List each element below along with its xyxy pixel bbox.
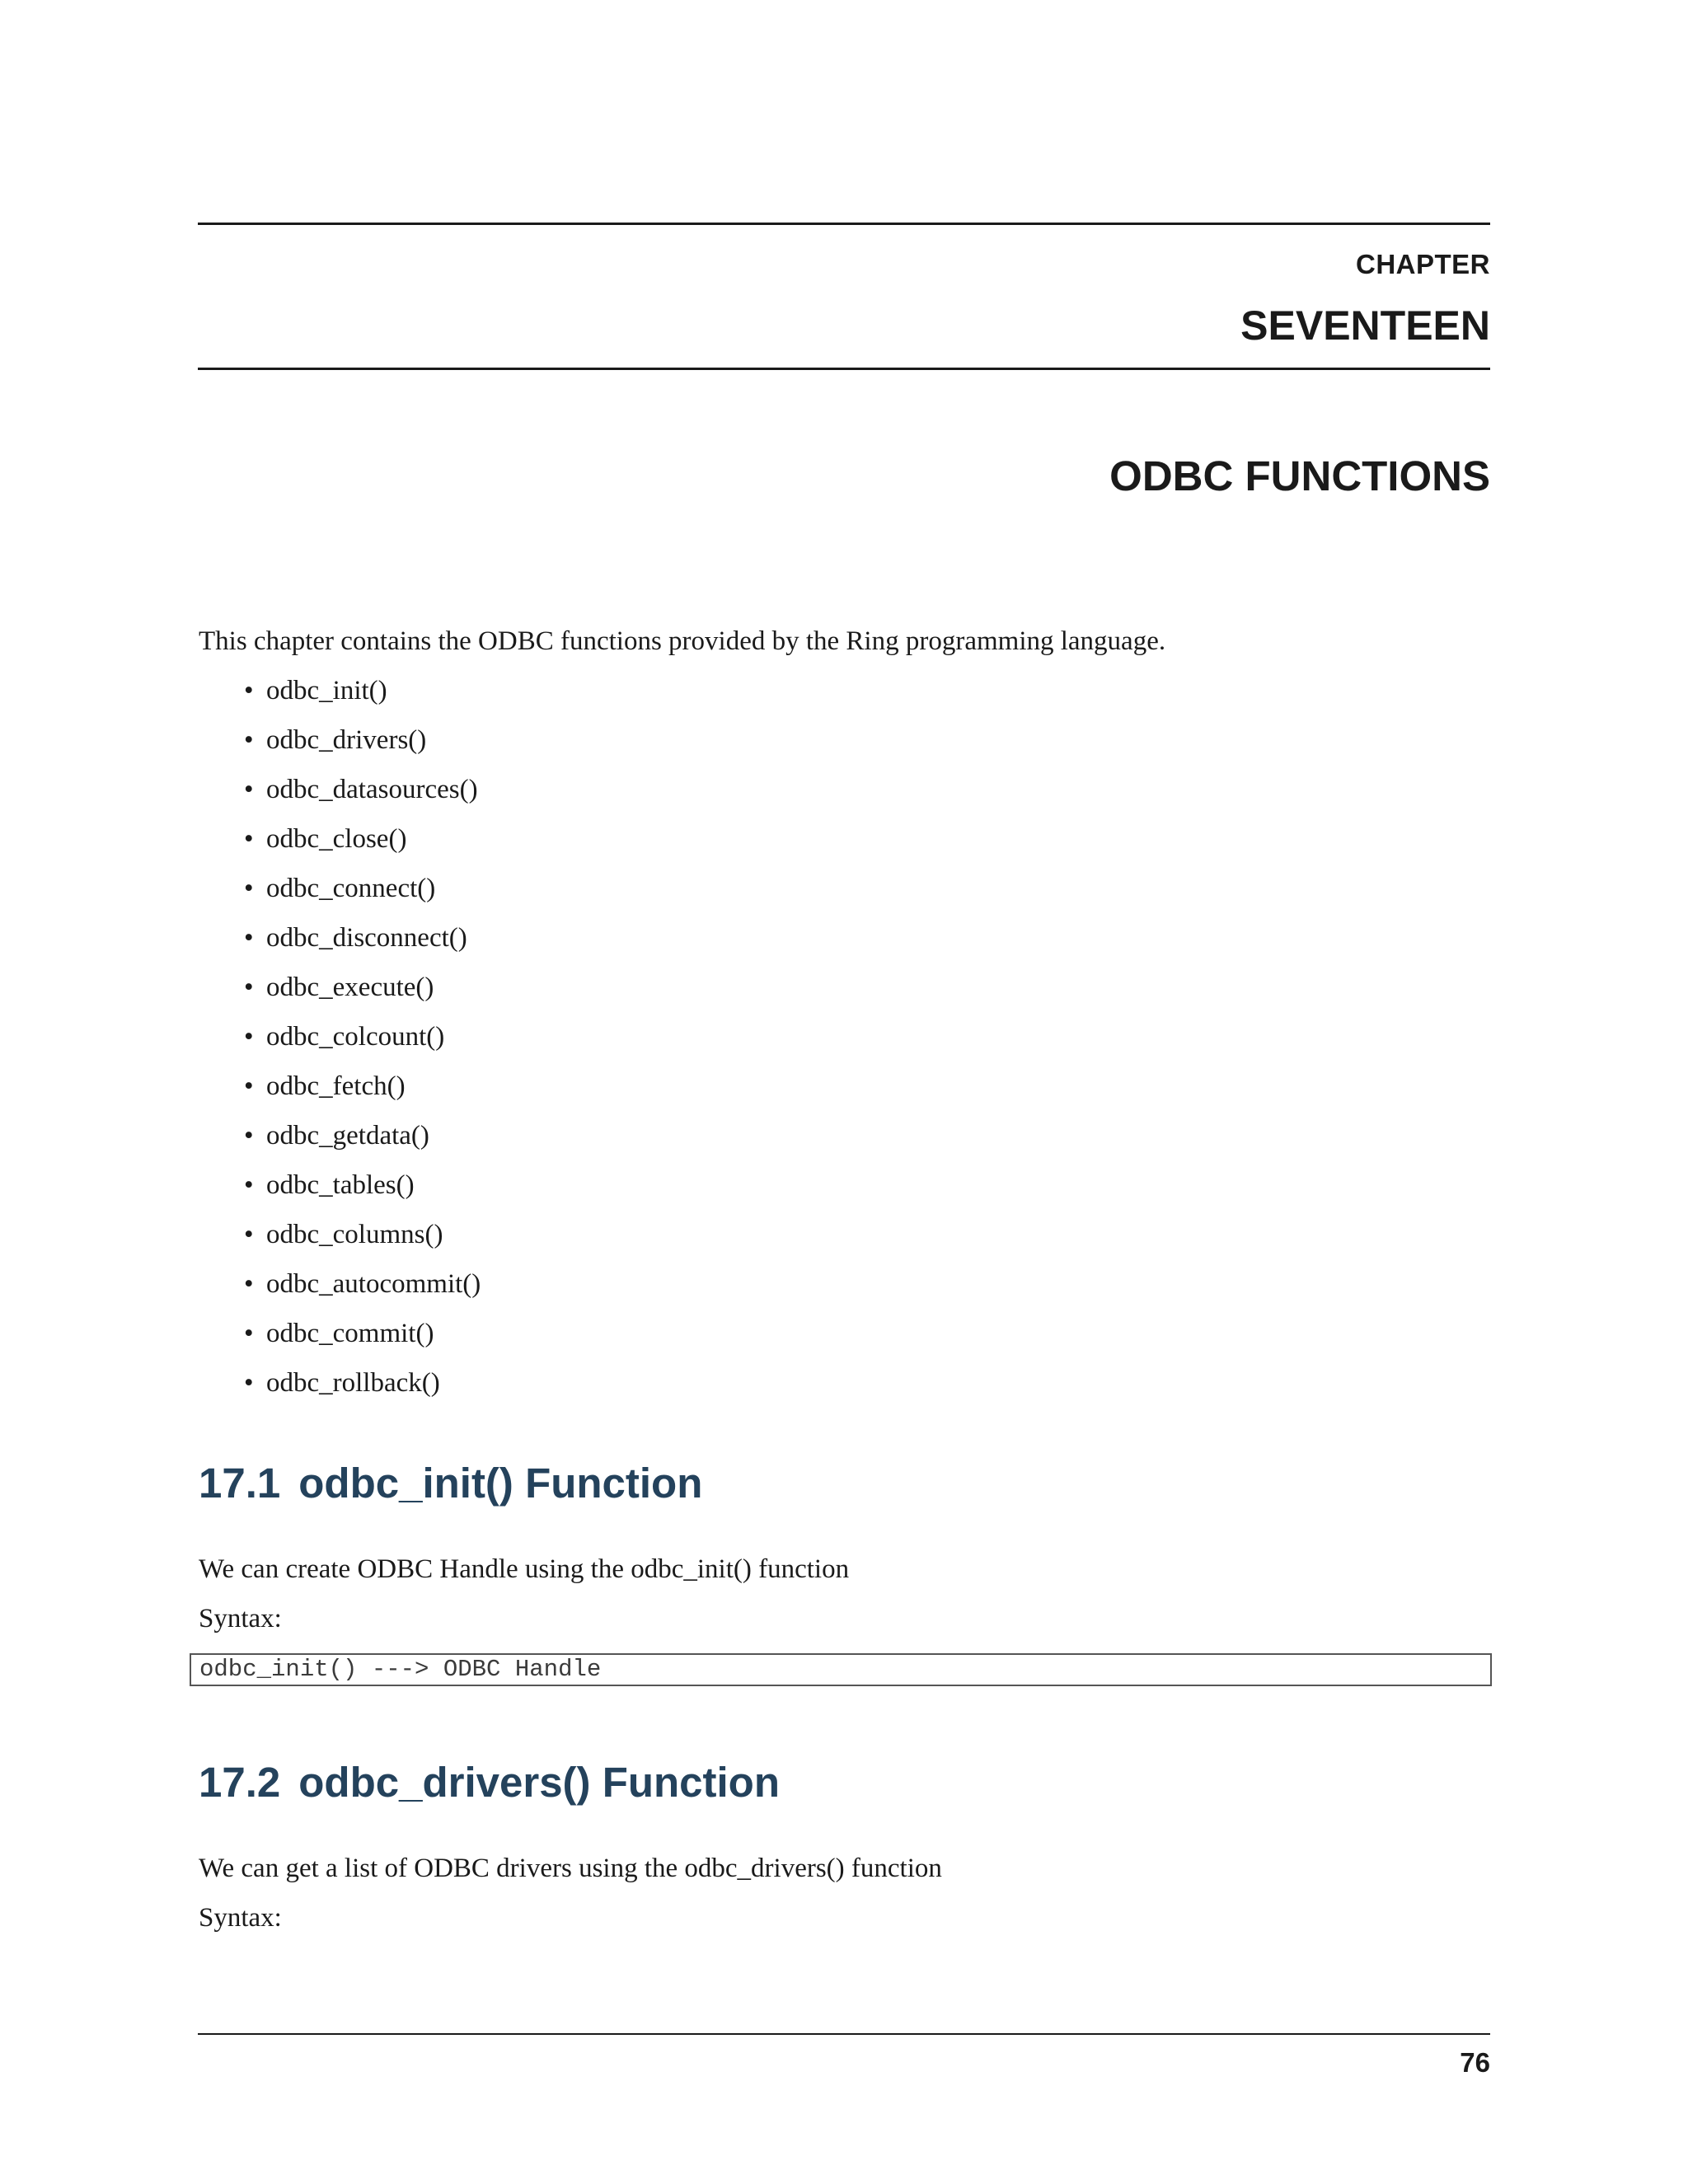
bullet: • — [244, 1269, 254, 1299]
list-item — [199, 1317, 481, 1366]
section-title: odbc_init() Function — [298, 1460, 703, 1507]
section-description: We can get a list of ODBC drivers using the odbc_drivers() function — [199, 1854, 942, 1883]
list-item-label: odbc_datasources() — [266, 775, 478, 804]
bullet: • — [244, 824, 254, 854]
bullet: • — [244, 923, 254, 953]
bullet: • — [244, 1368, 254, 1398]
list-item — [199, 1268, 481, 1317]
list-item — [199, 1070, 481, 1119]
bullet: • — [244, 1220, 254, 1249]
list-item — [199, 971, 481, 1020]
function-list — [199, 674, 481, 1416]
bullet: • — [244, 1071, 254, 1101]
syntax-label: Syntax: — [199, 1604, 282, 1633]
section-title: odbc_drivers() Function — [298, 1759, 780, 1806]
bullet: • — [244, 775, 254, 804]
chapter-number: SEVENTEEN — [1240, 302, 1490, 349]
list-item — [199, 872, 481, 921]
list-item — [199, 921, 481, 971]
bullet: • — [244, 972, 254, 1002]
section-heading-odbc-init — [199, 1459, 702, 1507]
intro-paragraph: This chapter contains the ODBC functions provided by the Ring programming language. — [199, 626, 1166, 656]
bullet: • — [244, 676, 254, 705]
footer-rule — [198, 2033, 1490, 2035]
list-item-label: odbc_disconnect() — [266, 923, 467, 953]
page-number: 76 — [1460, 2047, 1490, 2078]
syntax-label: Syntax: — [199, 1903, 282, 1933]
bullet: • — [244, 874, 254, 903]
list-item — [199, 823, 481, 872]
list-item-label: odbc_drivers() — [266, 725, 427, 755]
list-item-label: odbc_colcount() — [266, 1022, 445, 1052]
header-bottom-rule — [198, 368, 1490, 370]
header-top-rule — [198, 223, 1490, 225]
list-item-label: odbc_commit() — [266, 1319, 434, 1348]
list-item — [199, 724, 481, 773]
list-item-label: odbc_connect() — [266, 874, 436, 903]
bullet: • — [244, 1319, 254, 1348]
bullet: • — [244, 1170, 254, 1200]
list-item — [199, 1218, 481, 1268]
bullet: • — [244, 1121, 254, 1151]
list-item-label: odbc_init() — [266, 676, 387, 705]
list-item — [199, 1119, 481, 1169]
list-item — [199, 1020, 481, 1070]
list-item — [199, 1366, 481, 1416]
list-item — [199, 674, 481, 724]
chapter-title: ODBC FUNCTIONS — [1109, 452, 1490, 499]
list-item-label: odbc_fetch() — [266, 1071, 406, 1101]
list-item-label: odbc_getdata() — [266, 1121, 429, 1151]
list-item-label: odbc_autocommit() — [266, 1269, 481, 1299]
list-item-label: odbc_close() — [266, 824, 407, 854]
list-item-label: odbc_rollback() — [266, 1368, 440, 1398]
list-item-label: odbc_execute() — [266, 972, 434, 1002]
list-item-label: odbc_tables() — [266, 1170, 415, 1200]
code-block — [190, 1653, 1492, 1686]
code-text: odbc_init() ---> ODBC Handle — [199, 1656, 602, 1683]
section-number: 17.2 — [199, 1759, 281, 1806]
section-heading-odbc-drivers — [199, 1758, 780, 1807]
list-item-label: odbc_columns() — [266, 1220, 443, 1249]
section-description: We can create ODBC Handle using the odbc_init() function — [199, 1554, 850, 1584]
list-item — [199, 1169, 481, 1218]
bullet: • — [244, 1022, 254, 1052]
list-item — [199, 773, 481, 823]
section-number: 17.1 — [199, 1460, 281, 1507]
bullet: • — [244, 725, 254, 755]
chapter-label: CHAPTER — [1355, 249, 1490, 279]
